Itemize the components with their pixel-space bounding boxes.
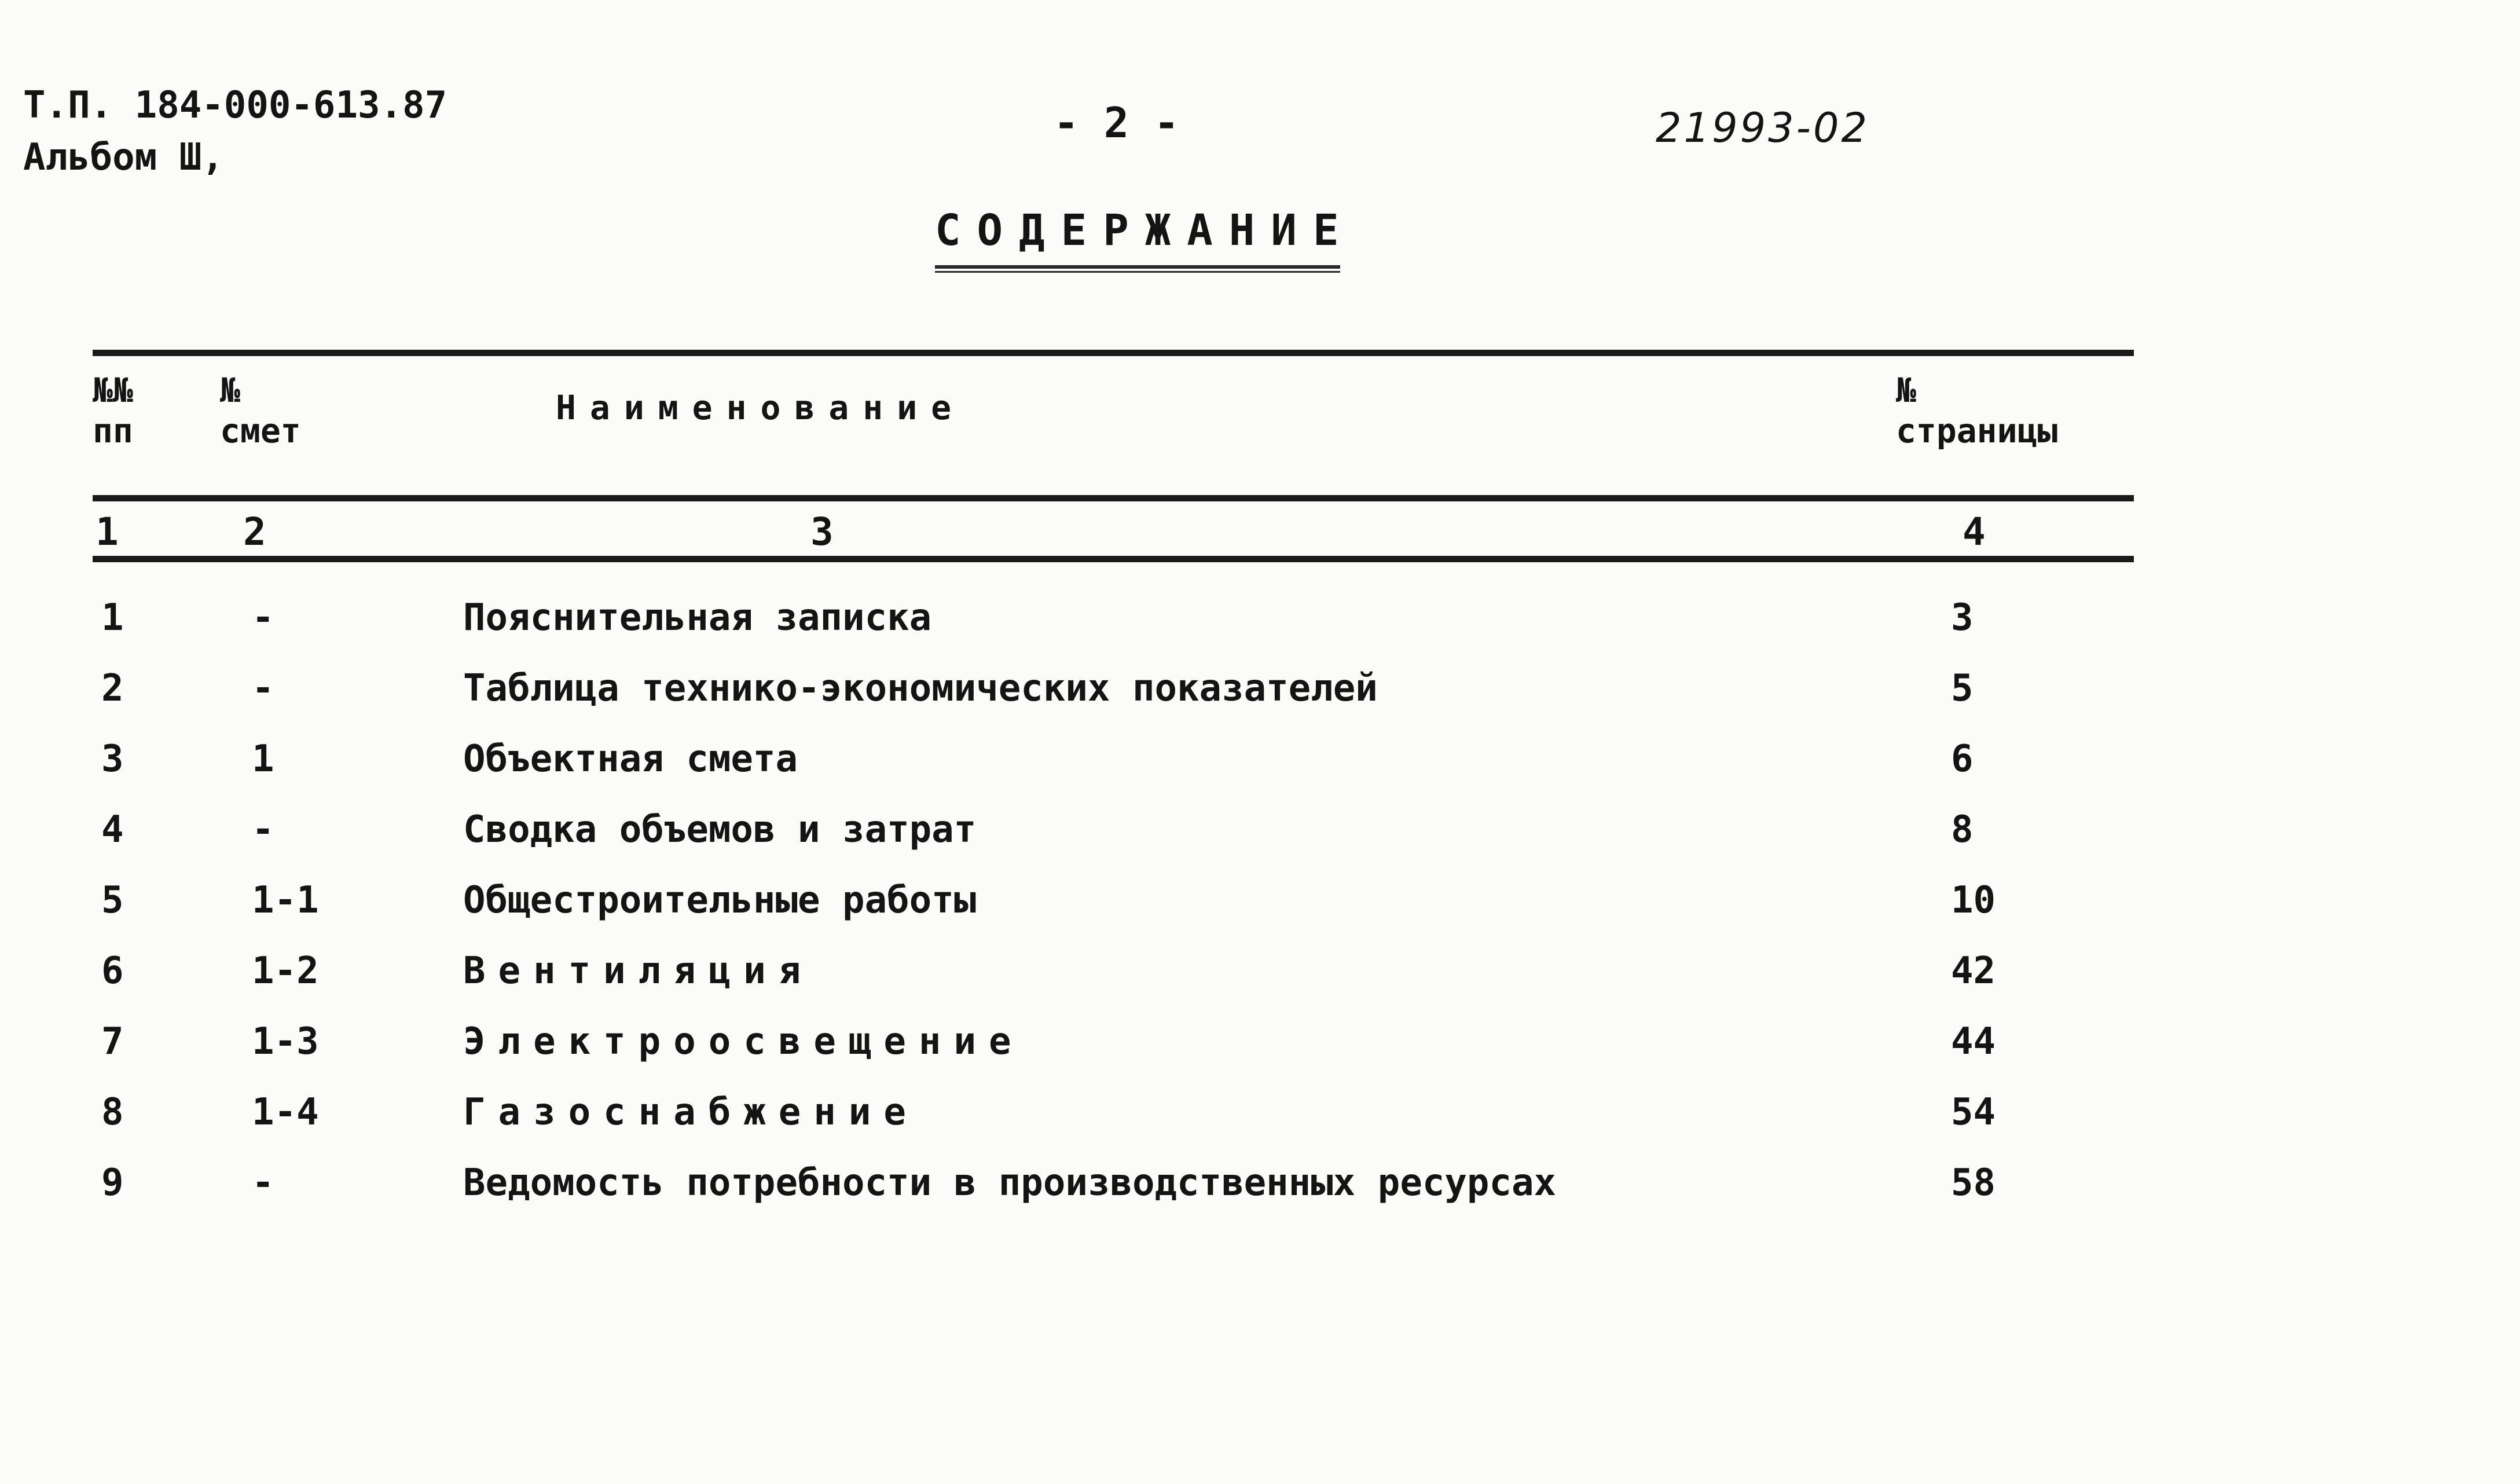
row-page: 3 <box>1951 596 1974 639</box>
column-number: 2 <box>243 510 266 554</box>
row-estimate: 1-2 <box>252 950 319 992</box>
row-estimate: 1-3 <box>252 1020 319 1063</box>
row-page: 10 <box>1951 879 1996 922</box>
title-underline <box>935 265 1340 273</box>
table-rule-column-numbers <box>93 556 2134 562</box>
row-page: 8 <box>1951 808 1974 851</box>
table-row <box>0 738 2520 808</box>
album-label: Альбом Ш, <box>23 136 224 179</box>
row-name: Ведомость потребности в производственных ресурсах <box>463 1161 1557 1204</box>
row-page: 54 <box>1951 1091 1996 1134</box>
row-name: Пояснительная записка <box>463 596 932 639</box>
archive-number: 21993-02 <box>1656 104 1870 152</box>
table-rule-top <box>93 350 2134 356</box>
row-estimate: 1-4 <box>252 1091 319 1134</box>
row-name: Газоснабжение <box>463 1091 919 1134</box>
row-page: 6 <box>1951 738 1974 781</box>
row-estimate: - <box>252 1161 274 1204</box>
column-number: 1 <box>96 510 119 554</box>
row-number: 8 <box>101 1091 124 1134</box>
page-number: - 2 - <box>1054 98 1179 147</box>
row-estimate: - <box>252 667 274 710</box>
row-number: 6 <box>101 950 124 992</box>
document-code: Т.П. 184-000-613.87 <box>23 84 447 127</box>
header-estimate-number: № смет <box>220 371 301 450</box>
header-name: Наименование <box>556 388 966 427</box>
table-row <box>0 667 2520 738</box>
table-row <box>0 808 2520 879</box>
row-estimate: 1 <box>252 738 274 781</box>
row-page: 5 <box>1951 667 1974 710</box>
row-name: Таблица технико-экономических показателей <box>463 667 1378 710</box>
table-row <box>0 1091 2520 1161</box>
row-number: 4 <box>101 808 124 851</box>
table-row <box>0 1161 2520 1232</box>
row-number: 5 <box>101 879 124 922</box>
row-name: Электроосвещение <box>463 1020 1024 1063</box>
row-estimate: 1-1 <box>252 879 319 922</box>
row-name: Общестроительные работы <box>463 879 977 922</box>
row-number: 7 <box>101 1020 124 1063</box>
row-name: Вентиляция <box>463 950 814 992</box>
row-name: Сводка объемов и затрат <box>463 808 977 851</box>
row-number: 2 <box>101 667 124 710</box>
row-number: 1 <box>101 596 124 639</box>
table-row <box>0 950 2520 1020</box>
page-title: СОДЕРЖАНИЕ <box>935 206 1355 255</box>
row-estimate: - <box>252 596 274 639</box>
header-row-number: №№ пп <box>93 371 133 450</box>
row-number: 3 <box>101 738 124 781</box>
column-number: 4 <box>1963 510 1986 554</box>
row-page: 44 <box>1951 1020 1996 1063</box>
table-rule-header <box>93 495 2134 501</box>
table-row <box>0 879 2520 950</box>
table-row <box>0 1020 2520 1091</box>
row-estimate: - <box>252 808 274 851</box>
row-page: 58 <box>1951 1161 1996 1204</box>
row-name: Объектная смета <box>463 738 798 781</box>
column-number: 3 <box>810 510 834 554</box>
table-row <box>0 596 2520 667</box>
row-page: 42 <box>1951 950 1996 992</box>
row-number: 9 <box>101 1161 124 1204</box>
header-page-number: № страницы <box>1896 371 2058 450</box>
